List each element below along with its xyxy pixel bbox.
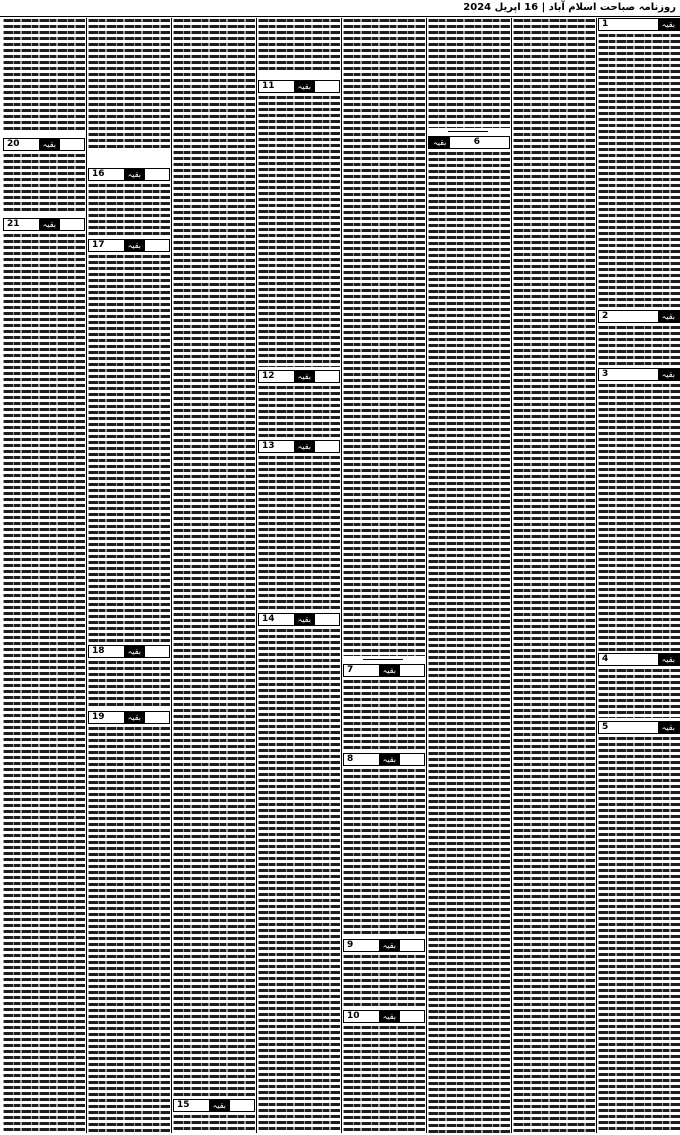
article-text xyxy=(88,18,170,150)
section-header-21 xyxy=(3,218,85,231)
section-header-4 xyxy=(598,653,680,666)
section-number: 9 xyxy=(347,940,354,950)
column-7 xyxy=(88,18,170,1133)
article-text xyxy=(598,668,680,718)
article-text xyxy=(88,254,170,642)
section-number: 10 xyxy=(347,1011,360,1021)
article-text xyxy=(258,95,340,367)
masthead-rule xyxy=(0,16,680,17)
article-text xyxy=(428,151,510,1133)
section-number: 2 xyxy=(602,311,609,321)
column-6 xyxy=(173,18,255,1133)
article-text xyxy=(598,325,680,365)
section-number: 14 xyxy=(262,614,275,624)
section-number: 16 xyxy=(92,169,105,179)
article-text xyxy=(88,726,170,1133)
column-rule xyxy=(256,18,257,1133)
article-text xyxy=(343,679,425,751)
article-text xyxy=(598,33,680,308)
article-text xyxy=(598,383,680,651)
section-number: 21 xyxy=(7,219,20,229)
section-number: 20 xyxy=(7,139,20,149)
section-label: بقیہ xyxy=(124,240,145,251)
article-text xyxy=(428,18,510,128)
section-header-6 xyxy=(428,136,510,149)
section-header-2 xyxy=(598,310,680,323)
article-text xyxy=(258,455,340,610)
section-number: 11 xyxy=(262,81,275,91)
section-header-17 xyxy=(88,239,170,252)
section-header-16 xyxy=(88,168,170,181)
section-header-12 xyxy=(258,370,340,383)
article-text xyxy=(173,1114,255,1133)
section-label: بقیہ xyxy=(39,139,60,150)
section-label: بقیہ xyxy=(294,81,315,92)
section-label: بقیہ xyxy=(39,219,60,230)
section-label: بقیہ xyxy=(379,1011,400,1022)
section-label: بقیہ xyxy=(294,441,315,452)
section-label: بقیہ xyxy=(658,369,679,380)
column-rule xyxy=(511,18,512,1133)
section-header-11 xyxy=(258,80,340,93)
article-text xyxy=(3,153,85,211)
section-number: 13 xyxy=(262,441,275,451)
section-number: 12 xyxy=(262,371,275,381)
section-header-3 xyxy=(598,368,680,381)
section-number: 17 xyxy=(92,240,105,250)
section-header-19 xyxy=(88,711,170,724)
article-text xyxy=(258,628,340,1133)
article-text xyxy=(343,954,425,1006)
section-number: 15 xyxy=(177,1100,190,1110)
section-number: 7 xyxy=(347,665,354,675)
column-5 xyxy=(258,18,340,1133)
article-text xyxy=(343,768,425,936)
article-text xyxy=(343,18,425,656)
section-label: بقیہ xyxy=(658,722,679,733)
article-text xyxy=(3,18,85,130)
section-number: 6 xyxy=(473,137,480,147)
article-text xyxy=(598,736,680,1133)
article-text xyxy=(173,18,255,1096)
section-header-8 xyxy=(343,753,425,766)
section-label: بقیہ xyxy=(124,646,145,657)
column-rule xyxy=(341,18,342,1133)
column-1 xyxy=(598,18,680,1133)
section-label: بقیہ xyxy=(429,137,450,148)
article-text xyxy=(258,18,340,73)
column-4 xyxy=(343,18,425,1133)
column-8 xyxy=(3,18,85,1133)
section-header-14 xyxy=(258,613,340,626)
section-number: 5 xyxy=(602,722,609,732)
section-header-10 xyxy=(343,1010,425,1023)
section-label: بقیہ xyxy=(209,1100,230,1111)
section-number: 19 xyxy=(92,712,105,722)
section-label: بقیہ xyxy=(124,169,145,180)
section-label: بقیہ xyxy=(379,754,400,765)
section-number: 8 xyxy=(347,754,354,764)
section-number: 4 xyxy=(602,654,609,664)
article-text xyxy=(343,1025,425,1133)
section-label: بقیہ xyxy=(124,712,145,723)
article-text xyxy=(88,183,170,235)
section-label: بقیہ xyxy=(658,19,679,30)
section-header-1 xyxy=(598,18,680,31)
section-header-13 xyxy=(258,440,340,453)
section-header-15 xyxy=(173,1099,255,1112)
section-label: بقیہ xyxy=(658,654,679,665)
article-text xyxy=(88,660,170,707)
article-end-rule xyxy=(448,131,488,132)
section-number: 3 xyxy=(602,369,609,379)
section-header-18 xyxy=(88,645,170,658)
section-label: بقیہ xyxy=(379,665,400,676)
section-header-20 xyxy=(3,138,85,151)
section-label: بقیہ xyxy=(294,371,315,382)
section-label: بقیہ xyxy=(379,940,400,951)
column-rule xyxy=(596,18,597,1133)
column-rule xyxy=(171,18,172,1133)
section-header-7 xyxy=(343,664,425,677)
article-text xyxy=(513,18,595,1133)
section-number: 18 xyxy=(92,646,105,656)
section-header-5 xyxy=(598,721,680,734)
article-text xyxy=(3,233,85,1133)
column-3 xyxy=(428,18,510,1133)
section-number: 1 xyxy=(602,19,609,29)
masthead: روزنامہ صباحت اسلام آباد | 16 اپریل 2024 xyxy=(463,2,676,13)
article-end-rule xyxy=(363,659,403,660)
section-label: بقیہ xyxy=(658,311,679,322)
section-label: بقیہ xyxy=(294,614,315,625)
article-text xyxy=(258,385,340,437)
column-2 xyxy=(513,18,595,1133)
column-rule xyxy=(86,18,87,1133)
column-rule xyxy=(426,18,427,1133)
section-header-9 xyxy=(343,939,425,952)
